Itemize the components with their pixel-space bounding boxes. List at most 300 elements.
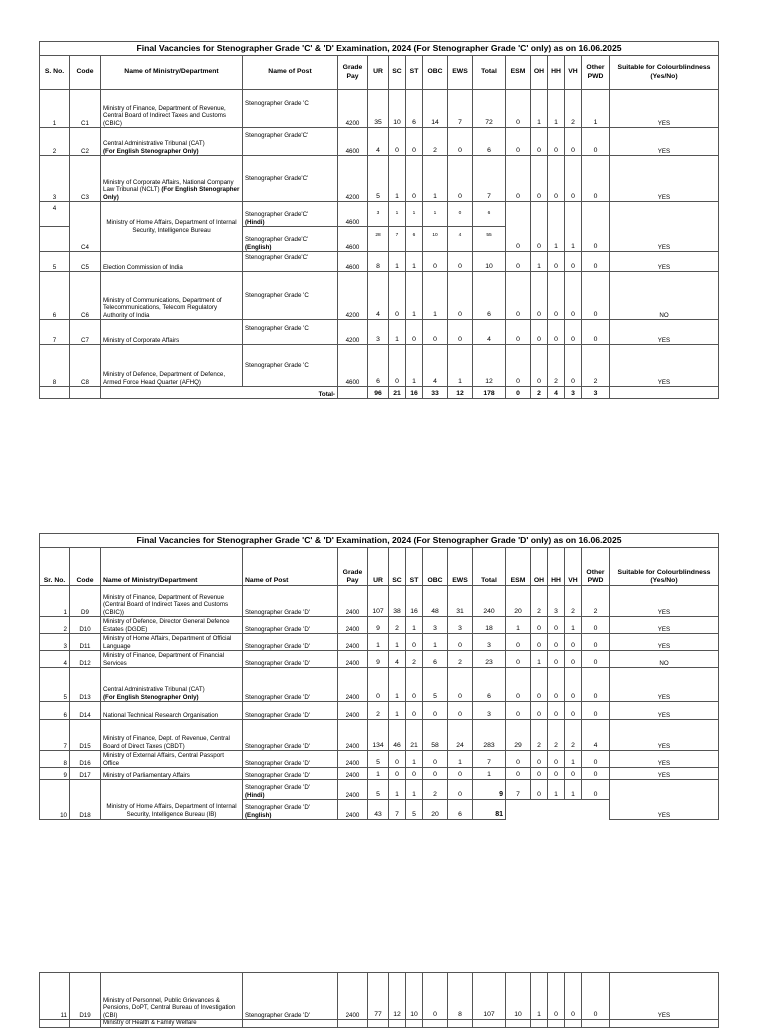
steno-grade-d-vacancy-table bbox=[39, 533, 719, 820]
cell-ministry: Ministry of Defence, Department of Defence, Armed Force Head Quarter (AFHQ) bbox=[101, 345, 243, 387]
post-language: (English) bbox=[245, 243, 272, 251]
cell-post: Stenographer Grade 'D' bbox=[243, 751, 338, 768]
cell-colourblind: YES bbox=[610, 128, 719, 156]
cell-sc: 7 bbox=[389, 800, 406, 820]
col-header: OH bbox=[531, 56, 548, 90]
cell-grade-pay: 4200 bbox=[338, 90, 368, 128]
col-header: ESM bbox=[506, 548, 531, 586]
cell-code: D14 bbox=[70, 702, 101, 720]
ministry-note: (For English Stenographer Only) bbox=[103, 693, 199, 701]
cell-ur: 5 bbox=[368, 156, 389, 202]
col-header: Grade Pay bbox=[338, 56, 368, 90]
cell-st: 10 bbox=[406, 973, 423, 1020]
cell-colourblind: YES bbox=[610, 973, 719, 1020]
cell-post: Stenographer Grade 'D' bbox=[243, 768, 338, 780]
cell-ur: 1 bbox=[368, 768, 389, 780]
cell-sc: 4 bbox=[389, 651, 406, 668]
cell-hh: 3 bbox=[548, 586, 565, 617]
cell-code: C3 bbox=[70, 156, 101, 202]
cell-pwd: 0 bbox=[582, 702, 610, 720]
cell-grade-pay: 4600 bbox=[338, 252, 368, 272]
cell-vh: 0 bbox=[565, 252, 582, 272]
cell-ur: 134 bbox=[368, 720, 389, 751]
cell-total: 81 bbox=[473, 800, 506, 820]
cell-oh: 1 bbox=[531, 252, 548, 272]
cell-colourblind: YES bbox=[610, 202, 719, 252]
cell-colourblind: YES bbox=[610, 617, 719, 634]
cell-total: 3 bbox=[473, 702, 506, 720]
cell-esm: 0 bbox=[506, 668, 531, 702]
cell-esm: 29 bbox=[506, 720, 531, 751]
table-row bbox=[40, 345, 719, 387]
col-header: Suitable for Colourblindness (Yes/No) bbox=[610, 56, 719, 90]
cell-sc: 0 bbox=[389, 751, 406, 768]
cell-grade-pay: 2400 bbox=[338, 617, 368, 634]
cell-post: Stenographer Grade'C' bbox=[243, 252, 338, 272]
col-header: EWS bbox=[448, 56, 473, 90]
cell-ministry: Ministry of Home Affairs, Department of Official Language bbox=[101, 634, 243, 651]
cell-sc: 0 bbox=[389, 272, 406, 320]
cell-total: 7 bbox=[473, 751, 506, 768]
cell-hh: 0 bbox=[548, 668, 565, 702]
cell-esm: 1 bbox=[506, 617, 531, 634]
cell-sc: 1 bbox=[389, 780, 406, 800]
cell-ews: 0 bbox=[448, 202, 473, 227]
cell-esm: 0 bbox=[506, 651, 531, 668]
steno-grade-c-vacancy-table bbox=[39, 41, 719, 399]
col-header: Sr. No. bbox=[40, 548, 70, 586]
cell-ministry bbox=[101, 668, 243, 702]
cell-obc: 3 bbox=[423, 617, 448, 634]
cell-hh: 0 bbox=[548, 973, 565, 1020]
cell-oh: 2 bbox=[531, 720, 548, 751]
cell-sno: 3 bbox=[40, 634, 70, 651]
cell-vh: 0 bbox=[565, 702, 582, 720]
cell-code: C4 bbox=[70, 202, 101, 252]
cell-grade-pay: 4600 bbox=[338, 227, 368, 252]
cell-colourblind: YES bbox=[610, 320, 719, 345]
cell-hh: 0 bbox=[548, 252, 565, 272]
cell-sc: 1 bbox=[389, 634, 406, 651]
cell-st: 1 bbox=[406, 252, 423, 272]
cell-vh: 0 bbox=[565, 973, 582, 1020]
cell-ews: 0 bbox=[448, 272, 473, 320]
cell-obc: 4 bbox=[423, 345, 448, 387]
cell-sno: 5 bbox=[40, 252, 70, 272]
cell-obc: 0 bbox=[423, 252, 448, 272]
cell-post: Stenographer Grade 'D' bbox=[243, 586, 338, 617]
table-row bbox=[40, 973, 719, 1020]
cell-grade-pay: 2400 bbox=[338, 720, 368, 751]
cell-ur: 5 bbox=[368, 751, 389, 768]
cell-ministry bbox=[101, 128, 243, 156]
cell-esm: 0 bbox=[506, 90, 531, 128]
cell-vh: 2 bbox=[565, 90, 582, 128]
cell-oh: 1 bbox=[531, 651, 548, 668]
cell-post: Stenographer Grade 'D' bbox=[243, 617, 338, 634]
cell-code: C7 bbox=[70, 320, 101, 345]
cell-hh: 0 bbox=[548, 751, 565, 768]
cell-code: D18 bbox=[70, 780, 101, 820]
cell-ministry: Ministry of Home Affairs, Department of Internal Security, Intelligence Bureau bbox=[101, 202, 243, 252]
total-vh: 3 bbox=[565, 387, 582, 399]
cell-sc: 7 bbox=[389, 227, 406, 252]
cell-sno: 3 bbox=[40, 156, 70, 202]
cell-st: 1 bbox=[406, 780, 423, 800]
cell-ews: 0 bbox=[448, 634, 473, 651]
cell-total: 3 bbox=[473, 634, 506, 651]
cell-colourblind: YES bbox=[610, 156, 719, 202]
col-header: SC bbox=[389, 56, 406, 90]
cell-oh: 0 bbox=[531, 768, 548, 780]
table-row bbox=[40, 768, 719, 780]
post-language: (Hindi) bbox=[245, 218, 265, 226]
cell-ews: 24 bbox=[448, 720, 473, 751]
cell-vh: 1 bbox=[565, 617, 582, 634]
cell-colourblind: YES bbox=[610, 586, 719, 617]
table-row bbox=[40, 272, 719, 320]
cell-other-pwd: 0 bbox=[582, 252, 610, 272]
cell-st: 1 bbox=[406, 272, 423, 320]
cell-hh: 2 bbox=[548, 345, 565, 387]
cell-ministry: National Technical Research Organisation bbox=[101, 702, 243, 720]
cell-esm: 0 bbox=[506, 202, 531, 252]
cell-hh: 0 bbox=[548, 320, 565, 345]
cell-oh: 0 bbox=[531, 702, 548, 720]
cell-pwd: 0 bbox=[582, 617, 610, 634]
cell-st: 1 bbox=[406, 202, 423, 227]
col-header: Grade Pay bbox=[338, 548, 368, 586]
cell-esm: 0 bbox=[506, 272, 531, 320]
total-row bbox=[40, 387, 719, 399]
cell-obc: 20 bbox=[423, 800, 448, 820]
cell-sc: 2 bbox=[389, 617, 406, 634]
cell-vh: 0 bbox=[565, 768, 582, 780]
cell-vh: 0 bbox=[565, 345, 582, 387]
cell-hh: 1 bbox=[548, 90, 565, 128]
cell-st: 2 bbox=[406, 651, 423, 668]
col-header: SC bbox=[389, 548, 406, 586]
cell-esm: 20 bbox=[506, 586, 531, 617]
cell-ministry: Ministry of Health & Family Welfare bbox=[101, 1020, 243, 1028]
cell-ews: 7 bbox=[448, 90, 473, 128]
cell-post: Stenographer Grade 'D' bbox=[243, 973, 338, 1020]
cell-ur: 107 bbox=[368, 586, 389, 617]
cell-ews: 2 bbox=[448, 651, 473, 668]
cell-ministry: Ministry of Communications, Department of Telecommunications, Telecom Regulatory Authority of India bbox=[101, 272, 243, 320]
cell-colourblind: YES bbox=[610, 668, 719, 702]
cell-hh: 0 bbox=[548, 156, 565, 202]
cell-st: 0 bbox=[406, 320, 423, 345]
col-header: Name of Ministry/Department bbox=[101, 548, 243, 586]
cell-sc: 1 bbox=[389, 668, 406, 702]
post-name: Stenographer Grade 'D' bbox=[245, 784, 310, 792]
cell-obc: 2 bbox=[423, 128, 448, 156]
col-header: UR bbox=[368, 548, 389, 586]
cell-grade-pay: 4600 bbox=[338, 202, 368, 227]
cell-vh: 0 bbox=[565, 634, 582, 651]
total-ur: 96 bbox=[368, 387, 389, 399]
cell-sc: 0 bbox=[389, 768, 406, 780]
cell-grade-pay: 2400 bbox=[338, 668, 368, 702]
cell-grade-pay: 2400 bbox=[338, 800, 368, 820]
cell-colourblind: YES bbox=[610, 751, 719, 768]
cell-obc: 0 bbox=[423, 973, 448, 1020]
cell-st: 0 bbox=[406, 668, 423, 702]
cell-oh: 0 bbox=[531, 617, 548, 634]
cell-grade-pay: 2400 bbox=[338, 780, 368, 800]
cell-code: D12 bbox=[70, 651, 101, 668]
cell-ur: 1 bbox=[368, 634, 389, 651]
cell-sno: 1 bbox=[40, 586, 70, 617]
cell-hh: 1 bbox=[548, 780, 565, 800]
cell-obc: 10 bbox=[423, 227, 448, 252]
cell-sno: 4 bbox=[40, 202, 70, 227]
cell-ur: 28 bbox=[368, 227, 389, 252]
cell-esm: 0 bbox=[506, 768, 531, 780]
cell-ministry: Ministry of Defence, Director General Defence Estates (DGDE) bbox=[101, 617, 243, 634]
cell-esm: 10 bbox=[506, 973, 531, 1020]
cell-oh: 0 bbox=[531, 128, 548, 156]
cell-st: 6 bbox=[406, 90, 423, 128]
cell-obc: 2 bbox=[423, 780, 448, 800]
cell-post: Stenographer Grade 'D' bbox=[243, 720, 338, 751]
cell-vh: 0 bbox=[565, 651, 582, 668]
table-row bbox=[40, 128, 719, 156]
cell-post bbox=[243, 227, 338, 252]
cell-ur: 35 bbox=[368, 90, 389, 128]
cell-post: Stenographer Grade 'C bbox=[243, 272, 338, 320]
cell-colourblind: YES bbox=[610, 90, 719, 128]
cell-other-pwd: 2 bbox=[582, 345, 610, 387]
cell-ministry: Ministry of Home Affairs, Department of Internal Security, Intelligence Bureau (IB) bbox=[101, 780, 243, 820]
cell-sno: 11 bbox=[40, 973, 70, 1020]
post-name: Stenographer Grade 'D' bbox=[245, 804, 310, 812]
cell-hh: 0 bbox=[548, 634, 565, 651]
cell-total: 240 bbox=[473, 586, 506, 617]
cell-total: 4 bbox=[473, 320, 506, 345]
cell-sno: 9 bbox=[40, 768, 70, 780]
cell-esm: 0 bbox=[506, 252, 531, 272]
col-header: VH bbox=[565, 56, 582, 90]
post-language: (Hindi) bbox=[245, 791, 265, 799]
cell-sno-empty bbox=[40, 227, 70, 252]
col-header: VH bbox=[565, 548, 582, 586]
cell-other-pwd: 0 bbox=[582, 202, 610, 252]
cell-grade-pay: 2400 bbox=[338, 751, 368, 768]
cell-grade-pay: 2400 bbox=[338, 768, 368, 780]
cell-total: 12 bbox=[473, 345, 506, 387]
table-row bbox=[40, 617, 719, 634]
col-header: Name of Post bbox=[243, 56, 338, 90]
cell-colourblind: YES bbox=[610, 252, 719, 272]
cell-ews: 6 bbox=[448, 800, 473, 820]
cell-st: 0 bbox=[406, 156, 423, 202]
cell-st: 6 bbox=[406, 227, 423, 252]
cell-colourblind: NO bbox=[610, 272, 719, 320]
cell-code: D19 bbox=[70, 973, 101, 1020]
cell-total: 7 bbox=[473, 156, 506, 202]
cell-ministry: Ministry of Finance, Dept. of Revenue, Central Board of Direct Taxes (CBDT) bbox=[101, 720, 243, 751]
cell-post: Stenographer Grade'C' bbox=[243, 128, 338, 156]
cell-obc: 1 bbox=[423, 272, 448, 320]
cell-esm: 0 bbox=[506, 320, 531, 345]
steno-grade-d-vacancy-table-continued bbox=[39, 972, 719, 1028]
cell-sno: 8 bbox=[40, 345, 70, 387]
cell-esm: 0 bbox=[506, 128, 531, 156]
cell-pwd: 0 bbox=[582, 751, 610, 768]
total-ews: 12 bbox=[448, 387, 473, 399]
cell-vh: 0 bbox=[565, 320, 582, 345]
cell-total: 18 bbox=[473, 617, 506, 634]
cell-code: D10 bbox=[70, 617, 101, 634]
cell-oh: 0 bbox=[531, 345, 548, 387]
cell-other-pwd: 0 bbox=[582, 780, 610, 800]
cell-obc: 1 bbox=[423, 202, 448, 227]
cell-vh: 0 bbox=[565, 272, 582, 320]
table-row bbox=[40, 252, 719, 272]
cell-code: D17 bbox=[70, 768, 101, 780]
cell-pwd: 0 bbox=[582, 768, 610, 780]
col-header: Other PWD bbox=[582, 56, 610, 90]
total-label: Total- bbox=[101, 387, 338, 399]
col-header: OH bbox=[531, 548, 548, 586]
table-row bbox=[40, 780, 719, 800]
cell-hh: 0 bbox=[548, 651, 565, 668]
cell-colourblind: NO bbox=[610, 651, 719, 668]
cell-sc: 38 bbox=[389, 586, 406, 617]
col-header: HH bbox=[548, 56, 565, 90]
cell-colourblind: YES bbox=[610, 768, 719, 780]
cell-grade-pay: 4200 bbox=[338, 272, 368, 320]
table-row bbox=[40, 668, 719, 702]
cell-total: 1 bbox=[473, 768, 506, 780]
cell-sc: 0 bbox=[389, 128, 406, 156]
cell-total: 55 bbox=[473, 227, 506, 252]
col-header: Total bbox=[473, 548, 506, 586]
cell-ministry: Ministry of Finance, Department of Financial Services bbox=[101, 651, 243, 668]
cell-oh: 1 bbox=[531, 973, 548, 1020]
cell-st: 0 bbox=[406, 768, 423, 780]
table-title: Final Vacancies for Stenographer Grade 'C' & 'D' Examination, 2024 (For Stenographer Grade 'D' only) as on 16.06.2025 bbox=[40, 534, 719, 548]
ministry-name: Central Administrative Tribunal (CAT) bbox=[103, 140, 205, 148]
cell-vh: 2 bbox=[565, 720, 582, 751]
col-header: EWS bbox=[448, 548, 473, 586]
cell-vh: 1 bbox=[565, 780, 582, 800]
total-oh: 2 bbox=[531, 387, 548, 399]
cell-hh: 0 bbox=[548, 617, 565, 634]
cell-grade-pay: 4600 bbox=[338, 128, 368, 156]
cell-other-pwd: 0 bbox=[582, 320, 610, 345]
cell-grade-pay: 4200 bbox=[338, 320, 368, 345]
cell-oh: 0 bbox=[531, 634, 548, 651]
cell-grade-pay: 2400 bbox=[338, 586, 368, 617]
cell-other-pwd: 0 bbox=[582, 272, 610, 320]
cell-post: Stenographer Grade 'D' bbox=[243, 702, 338, 720]
table-row bbox=[40, 702, 719, 720]
cell-total: 23 bbox=[473, 651, 506, 668]
cell-ews: 4 bbox=[448, 227, 473, 252]
cell-code: D16 bbox=[70, 751, 101, 768]
cell-obc: 1 bbox=[423, 156, 448, 202]
cell-oh: 0 bbox=[531, 272, 548, 320]
table-row bbox=[40, 202, 719, 227]
cell-ews: 0 bbox=[448, 780, 473, 800]
cell-code: C1 bbox=[70, 90, 101, 128]
col-header: OBC bbox=[423, 56, 448, 90]
cell-ews: 0 bbox=[448, 128, 473, 156]
cell-sc: 12 bbox=[389, 973, 406, 1020]
cell-oh: 0 bbox=[531, 668, 548, 702]
cell-ews: 1 bbox=[448, 751, 473, 768]
cell-esm: 7 bbox=[506, 780, 531, 800]
cell-obc: 6 bbox=[423, 651, 448, 668]
cell-vh: 1 bbox=[565, 202, 582, 252]
cell-ministry: Election Commission of India bbox=[101, 252, 243, 272]
cell-esm: 0 bbox=[506, 751, 531, 768]
table-row bbox=[40, 586, 719, 617]
cell-pwd: 4 bbox=[582, 720, 610, 751]
cell-ews: 0 bbox=[448, 768, 473, 780]
cell-oh: 1 bbox=[531, 90, 548, 128]
cell-sno: 6 bbox=[40, 702, 70, 720]
cell-ews: 0 bbox=[448, 252, 473, 272]
post-name: Stenographer Grade'C' bbox=[245, 236, 309, 244]
cell-sc: 1 bbox=[389, 252, 406, 272]
cell-vh: 0 bbox=[565, 668, 582, 702]
total-pwd: 3 bbox=[582, 387, 610, 399]
cell-st: 0 bbox=[406, 702, 423, 720]
cell-esm: 0 bbox=[506, 634, 531, 651]
cell-grade-pay: 4600 bbox=[338, 345, 368, 387]
cell-ews: 31 bbox=[448, 586, 473, 617]
table-row bbox=[40, 634, 719, 651]
cell-grade-pay: 2400 bbox=[338, 651, 368, 668]
cell-total: 10 bbox=[473, 252, 506, 272]
cell-ur: 9 bbox=[368, 651, 389, 668]
cell-obc: 14 bbox=[423, 90, 448, 128]
cell-total: 6 bbox=[473, 128, 506, 156]
cell-esm: 0 bbox=[506, 156, 531, 202]
cell-ews: 8 bbox=[448, 973, 473, 1020]
cell-ministry: Ministry of Finance, Department of Revenue, Central Board of Indirect Taxes and Customs (CBIC) bbox=[101, 90, 243, 128]
cell-ews: 0 bbox=[448, 668, 473, 702]
cell-sc: 1 bbox=[389, 202, 406, 227]
cell-st: 1 bbox=[406, 751, 423, 768]
table-row bbox=[40, 156, 719, 202]
col-header: Code bbox=[70, 548, 101, 586]
cell-post: Stenographer Grade 'D' bbox=[243, 651, 338, 668]
cell-ur: 6 bbox=[368, 345, 389, 387]
cell-post: Stenographer Grade 'C bbox=[243, 90, 338, 128]
cell-oh: 0 bbox=[531, 202, 548, 252]
cell-st: 0 bbox=[406, 128, 423, 156]
cell-pwd: 0 bbox=[582, 634, 610, 651]
total-total: 178 bbox=[473, 387, 506, 399]
cell-sno: 7 bbox=[40, 720, 70, 751]
cell-ur: 77 bbox=[368, 973, 389, 1020]
ministry-note: (For English Stenographer Only) bbox=[103, 186, 240, 201]
cell-hh: 2 bbox=[548, 720, 565, 751]
cell-st: 1 bbox=[406, 617, 423, 634]
cell-sc: 46 bbox=[389, 720, 406, 751]
cell-ministry: Ministry of External Affairs, Central Passport Office bbox=[101, 751, 243, 768]
cell-sc: 10 bbox=[389, 90, 406, 128]
col-header: HH bbox=[548, 548, 565, 586]
cell-st: 5 bbox=[406, 800, 423, 820]
cell-vh: 0 bbox=[565, 156, 582, 202]
table-row bbox=[40, 320, 719, 345]
